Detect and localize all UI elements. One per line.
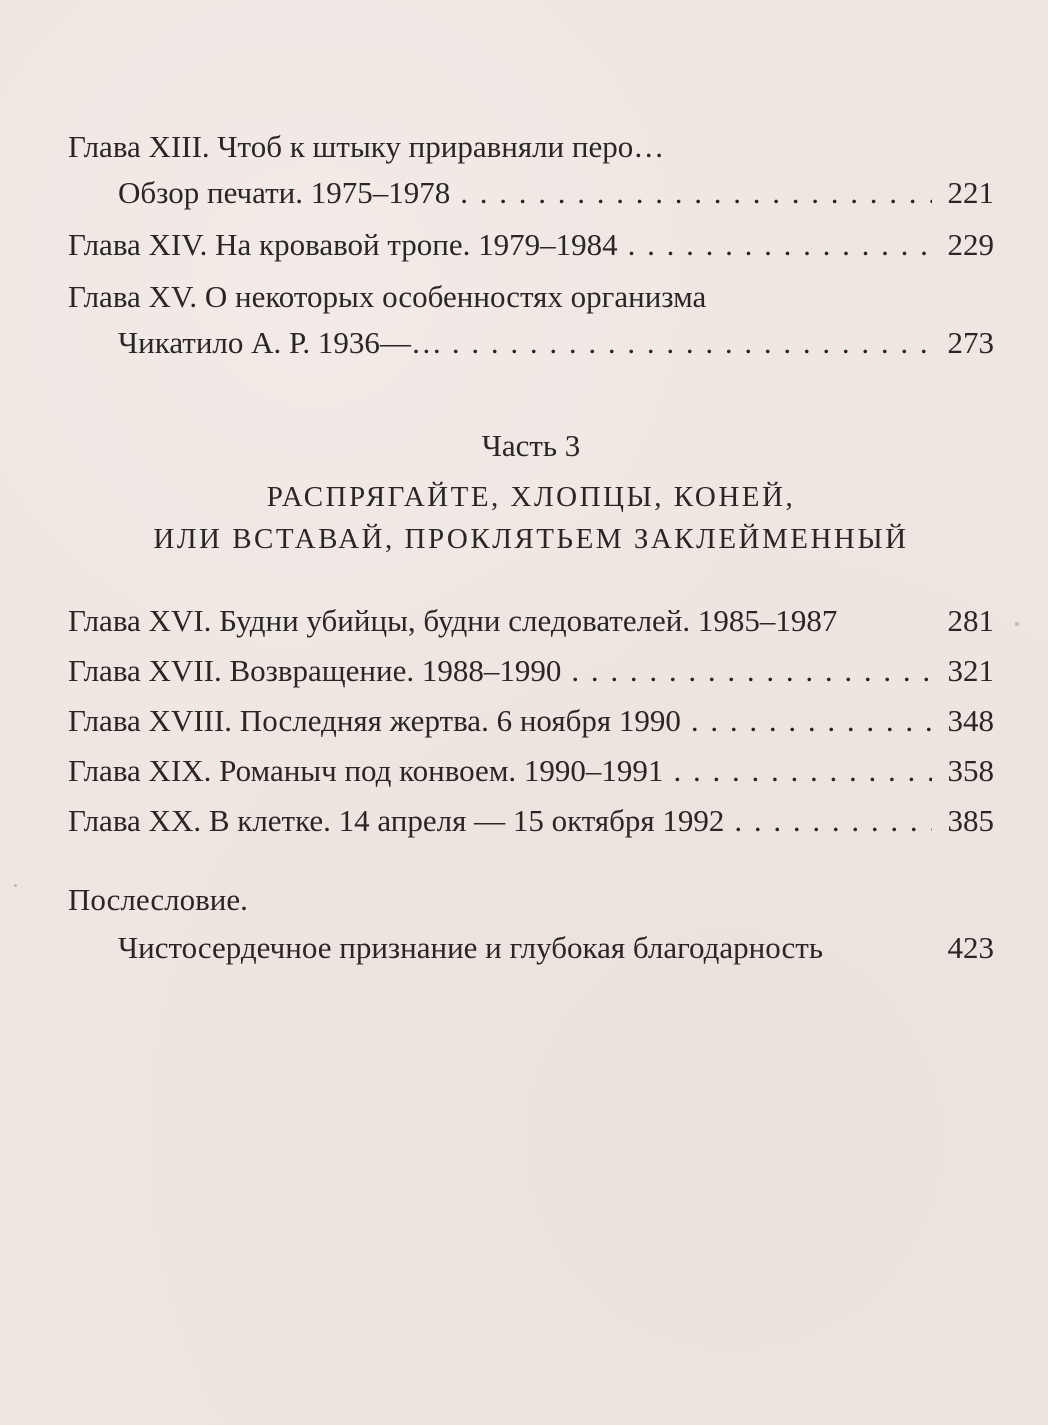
part-title [68, 476, 994, 560]
toc-entry-title: Глава XIII. Чтоб к штыку приравняли перо… [68, 129, 665, 164]
toc-entry-chapter-17 [68, 646, 994, 696]
toc-page-number: 281 [947, 603, 994, 638]
toc-page-number: 348 [947, 703, 994, 738]
toc-entry-subtitle: Обзор печати. 1975–1978 [118, 175, 451, 210]
paper-speck [1015, 622, 1019, 626]
toc-part3-section [68, 596, 994, 846]
toc-entry-title: Послесловие. [68, 882, 248, 917]
toc-page-number: 273 [947, 325, 994, 360]
toc-entry-chapter-13 [68, 124, 994, 216]
toc-entry-chapter-14 [68, 222, 994, 268]
part-title-line-1: РАСПРЯГАЙТЕ, ХЛОПЦЫ, КОНЕЙ, [266, 481, 796, 513]
dot-leader [571, 646, 932, 696]
toc-entry-title: Глава XVIII. Последняя жертва. 6 ноября 1990 [68, 703, 681, 738]
toc-entry-chapter-20 [68, 796, 994, 846]
toc-entry-title: Глава XIX. Романыч под конвоем. 1990–1991 [68, 753, 664, 788]
toc-entry-chapter-16 [68, 596, 994, 646]
dot-leader [673, 746, 932, 796]
toc-page-number: 385 [947, 803, 994, 838]
toc-entry-afterword [68, 876, 994, 972]
toc-entry-title: Глава XV. О некоторых особенностях организма [68, 279, 707, 314]
toc-entry-chapter-18 [68, 696, 994, 746]
toc-entry-title: Глава XX. В клетке. 14 апреля — 15 октября 1992 [68, 803, 725, 838]
toc-entry-title: Глава XVII. Возвращение. 1988–1990 [68, 653, 562, 688]
toc-page-number: 423 [947, 930, 994, 965]
paper-speck [14, 884, 17, 887]
toc-entry-subtitle: Чистосердечное признание и глубокая благодарность [118, 930, 823, 965]
toc-page-number: 358 [947, 753, 994, 788]
dot-leader [460, 170, 932, 216]
part-title-line-2: ИЛИ ВСТАВАЙ, ПРОКЛЯТЬЕМ ЗАКЛЕЙМЕННЫЙ [153, 523, 909, 555]
dot-leader [691, 696, 932, 746]
toc-entry-chapter-19 [68, 746, 994, 796]
part-label: Часть 3 [481, 428, 581, 463]
dot-leader [734, 796, 932, 846]
toc-entry-title: Глава XIV. На кровавой тропе. 1979–1984 [68, 227, 618, 262]
toc-page-number: 321 [947, 653, 994, 688]
toc-entry-subtitle: Чикатило А. Р. 1936—… [118, 325, 442, 360]
dot-leader [628, 222, 932, 268]
dot-leader [452, 320, 932, 366]
toc-page-number: 229 [947, 227, 994, 262]
toc-afterword [68, 876, 994, 972]
toc-entry-title: Глава XVI. Будни убийцы, будни следователей. 1985–1987 [68, 603, 838, 638]
toc-entry-chapter-15 [68, 274, 994, 366]
toc-page-number: 221 [947, 175, 994, 210]
toc-part2-section [68, 124, 994, 366]
